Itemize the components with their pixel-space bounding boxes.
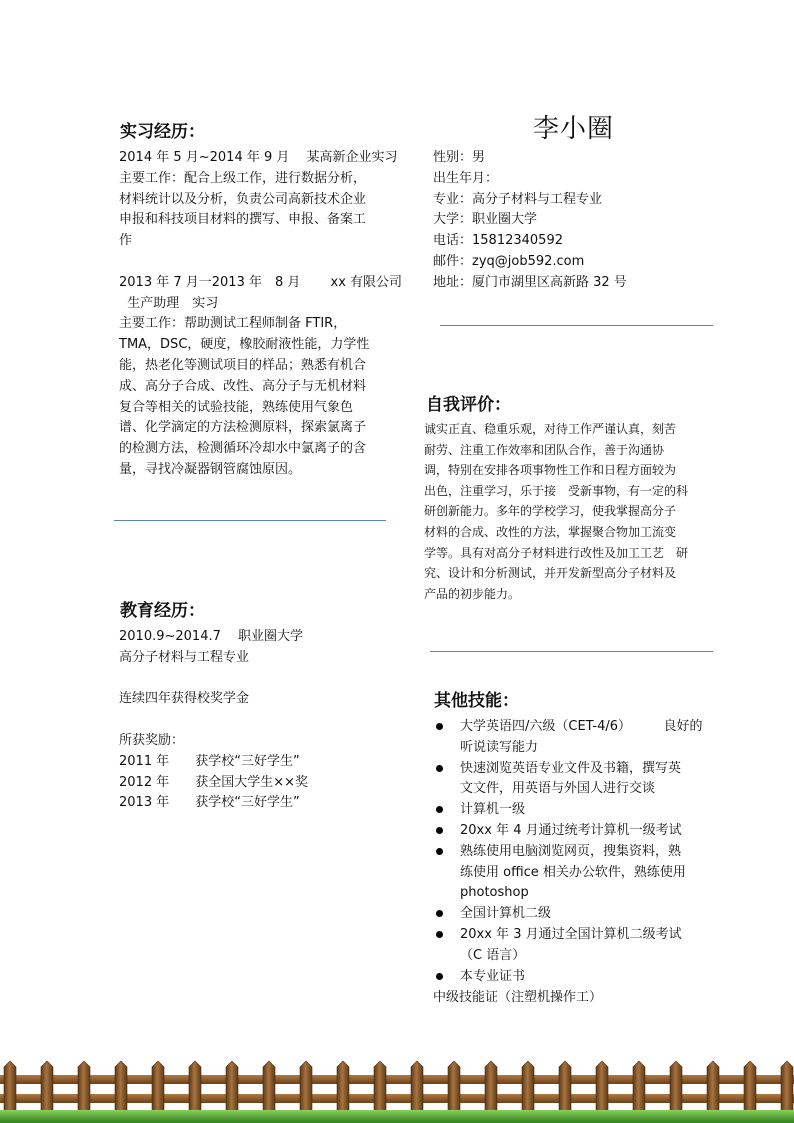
fence-decoration-icon [0, 1055, 794, 1123]
skill-item: 20xx 年 4 月通过统考计算机一级考试 [433, 821, 723, 842]
fence-post [633, 1061, 645, 1113]
internship-line: 主要工作：配合上级工作，进行数据分析， [119, 170, 367, 186]
skill-item: 快速浏览英语专业文件及书籍，撰写英 文文件，用英语与外国人进行交谈 [433, 759, 723, 801]
bullet-icon [436, 827, 443, 834]
fence-post [596, 1061, 608, 1113]
self-eval-line: 研创新能力。多年的学校学习，使我掌握高分子 [424, 504, 677, 519]
skill-item: 本专业证书 [433, 967, 723, 988]
profile-university: 大学：职业圈大学 [433, 212, 538, 228]
internship-line: 申报和科技项目材料的撰写、申报、备案工 [119, 212, 367, 228]
self-eval-line: 诚实正直、稳重乐观，对待工作严谨认真，刻苦 [424, 422, 677, 436]
internship-line: 作 [119, 233, 133, 249]
fence-post [411, 1061, 423, 1113]
education-line: 2012 年 获全国大学生××奖 [119, 774, 309, 790]
profile-gender: 性别：男 [433, 150, 486, 165]
education-line: 连续四年获得校奖学金 [119, 691, 250, 707]
internship-line: 2013 年 7 月一2013 年 8 月 xx 有限公司 [119, 274, 403, 290]
internship-line: 主要工作：帮助测试工程师制备 FTIR， [119, 316, 347, 332]
fence-post [781, 1061, 793, 1113]
self-eval-content [424, 419, 688, 604]
internship-line: 2014 年 5 月~2014 年 9 月 某高新企业实习 [119, 150, 398, 165]
internship-heading: 实习经历： [120, 122, 205, 142]
internship-line: TMA，DSC，硬度，橡胶耐液性能，力学性 [119, 337, 370, 353]
skill-item: 大学英语四/六级（CET-4/6） 良好的 听说读写能力 [433, 717, 723, 759]
self-eval-line: 调，特别在安排各项事物性工作和日程方面较为 [424, 463, 677, 478]
bullet-icon [436, 765, 443, 772]
candidate-name: 李小圈 [533, 114, 615, 144]
fence-post [78, 1061, 90, 1113]
fence-post [263, 1061, 275, 1113]
fence-post [670, 1061, 682, 1113]
internship-line: 生产助理 实习 [119, 295, 219, 311]
profile-major: 专业：高分子材料与工程专业 [433, 191, 603, 207]
profile-email: 邮件：zyq@job592.com [433, 253, 585, 269]
skill-item: 熟练使用电脑浏览网页，搜集资料，熟 练使用 office 相关办公软件，熟练使用 photoshop [433, 842, 723, 904]
fence-post [152, 1061, 164, 1113]
fence-post [522, 1061, 534, 1113]
education-line: 2010.9~2014.7 职业圈大学 [119, 629, 303, 644]
right-divider-1 [440, 325, 713, 326]
internship-line: 量，寻找冷凝器钢管腐蚀原因。 [119, 461, 302, 477]
self-eval-line: 产品的初步能力。 [424, 586, 521, 601]
bullet-icon [436, 973, 443, 980]
internship-line: 材料统计以及分析，负责公司高新技术企业 [119, 191, 367, 207]
profile-info [433, 148, 627, 294]
internship-line: 成、高分子合成、改性、高分子与无机材料 [119, 378, 367, 394]
bullet-icon [436, 931, 443, 938]
fence-post [559, 1061, 571, 1113]
fence-post [4, 1061, 16, 1113]
fence-post [300, 1061, 312, 1113]
skill-item: 20xx 年 3 月通过全国计算机二级考试 （C 语言） [433, 925, 723, 967]
education-heading: 教育经历： [120, 601, 205, 621]
fence-post [115, 1061, 127, 1113]
education-line: 2013 年 获学校“三好学生” [119, 795, 300, 811]
internship-line [119, 252, 402, 273]
skills-footer: 中级技能证（注塑机操作工） [433, 990, 603, 1005]
bullet-icon [436, 723, 443, 730]
education-line: 高分子材料与工程专业 [119, 649, 250, 665]
internship-line: 能，热老化等测试项目的样品；熟悉有机合 [119, 357, 367, 373]
self-eval-line: 耐劳、注重工作效率和团队合作，善于沟通协 [424, 442, 665, 457]
internship-line: 的检测方法，检测循环冷却水中氯离子的含 [119, 441, 367, 457]
grass-strip [0, 1110, 794, 1123]
skills-heading: 其他技能： [434, 691, 519, 711]
internship-line: 谱、化学滴定的方法检测原料，探索氯离子 [119, 420, 367, 436]
fence-post [448, 1061, 460, 1113]
fence-post [485, 1061, 497, 1113]
education-line: 所获奖励： [119, 732, 185, 748]
education-line [119, 710, 308, 731]
self-eval-line: 材料的合成、改性的方法，掌握聚合物加工流变 [424, 524, 677, 539]
skills-list [433, 717, 723, 987]
self-eval-line: 究、设计和分析测试，并开发新型高分子材料及 [424, 566, 677, 581]
bullet-icon [436, 910, 443, 917]
profile-birth: 出生年月： [433, 170, 499, 186]
education-line [119, 669, 308, 690]
bullet-icon [436, 806, 443, 813]
self-eval-line: 出色，注重学习，乐于接 受新事物，有一定的科 [424, 483, 689, 498]
fence-post [374, 1061, 386, 1113]
profile-address: 地址：厦门市湖里区高新路 32 号 [433, 274, 627, 290]
internship-line: 复合等相关的试验技能，熟练使用气象色 [119, 399, 354, 415]
profile-phone: 电话：15812340592 [433, 233, 563, 249]
fence-post [337, 1061, 349, 1113]
fence-post [189, 1061, 201, 1113]
fence-post [744, 1061, 756, 1113]
fence-post [226, 1061, 238, 1113]
education-content [119, 627, 308, 814]
left-divider-1 [114, 520, 386, 521]
bullet-icon [436, 848, 443, 855]
self-eval-line: 学等。具有对高分子材料进行改性及加工工艺 研 [424, 545, 689, 560]
fence-post [41, 1061, 53, 1113]
education-line: 2011 年 获学校“三好学生” [119, 753, 300, 769]
right-divider-2 [430, 651, 713, 652]
internship-content [119, 148, 402, 481]
fence-post [707, 1061, 719, 1113]
skill-item: 全国计算机二级 [433, 904, 723, 925]
skill-item: 计算机一级 [433, 800, 723, 821]
self-eval-heading: 自我评价： [426, 395, 511, 415]
